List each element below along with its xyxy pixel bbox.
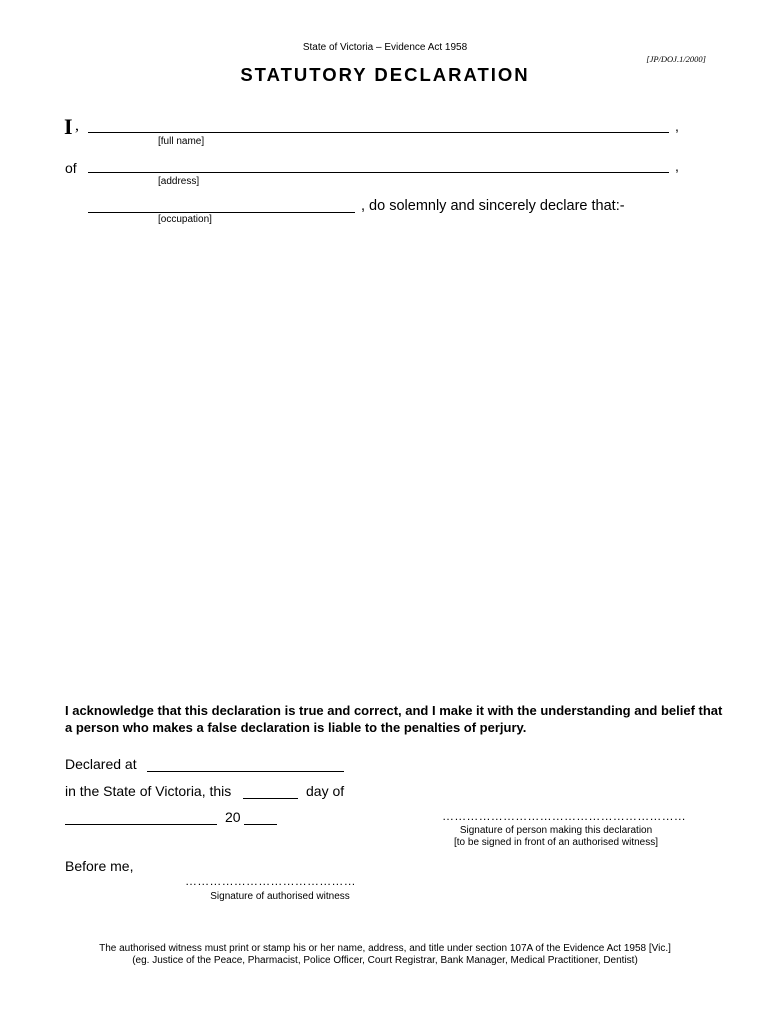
month-field[interactable]: [65, 824, 217, 825]
day-field[interactable]: [243, 798, 298, 799]
i-label: I: [64, 114, 73, 139]
full-name-comma: ,: [675, 118, 679, 134]
declarant-signature-caption: [426, 825, 686, 849]
of-label: of: [65, 160, 77, 176]
footer-line-2: (eg. Justice of the Peace, Pharmacist, Police Officer, Court Registrar, Bank Manager, Medical Practitioner, Dentist): [132, 955, 638, 966]
signature-caption-line-2: [to be signed in front of an authorised witness]: [453, 837, 658, 848]
address-field[interactable]: [88, 172, 669, 173]
day-of-label: day of: [306, 783, 345, 799]
full-name-caption: [full name]: [158, 136, 205, 147]
form-reference: [JP/DOJ.1/2000]: [646, 54, 706, 64]
year-prefix-label: 20: [225, 809, 241, 825]
full-name-field[interactable]: [88, 132, 669, 133]
declare-statement: , do solemnly and sincerely declare that:-: [361, 198, 625, 214]
declared-at-field[interactable]: [147, 771, 344, 772]
signature-caption-line-1: Signature of person making this declaration: [459, 825, 653, 836]
address-comma: ,: [675, 158, 679, 174]
address-caption: [address]: [158, 176, 200, 187]
before-me-label: Before me,: [65, 858, 134, 874]
occupation-caption: [occupation]: [158, 214, 212, 225]
declared-at-label: Declared at: [65, 756, 137, 772]
witness-signature-field[interactable]: ……………………………………: [185, 874, 356, 888]
acknowledgement-text: I acknowledge that this declaration is true and correct, and I make it with the understanding and belief that a person who makes a false declaration is liable to the penalties of perjury.: [65, 703, 723, 735]
witness-signature-caption: Signature of authorised witness: [210, 891, 350, 902]
declaration-body-area[interactable]: [64, 240, 706, 680]
state-label: in the State of Victoria, this: [65, 783, 232, 799]
footer-line-1: The authorised witness must print or stamp his or her name, address, and title under section 107A of the Evidence Act 1958 [Vic.]: [99, 943, 671, 954]
document-title: STATUTORY DECLARATION: [240, 64, 530, 85]
declarant-signature-field[interactable]: ……………………………………………………: [442, 809, 686, 823]
year-field[interactable]: [244, 824, 277, 825]
i-comma: ,: [75, 117, 79, 134]
act-title: State of Victoria – Evidence Act 1958: [302, 42, 468, 53]
occupation-field[interactable]: [88, 212, 355, 213]
footer-note: [0, 943, 770, 967]
